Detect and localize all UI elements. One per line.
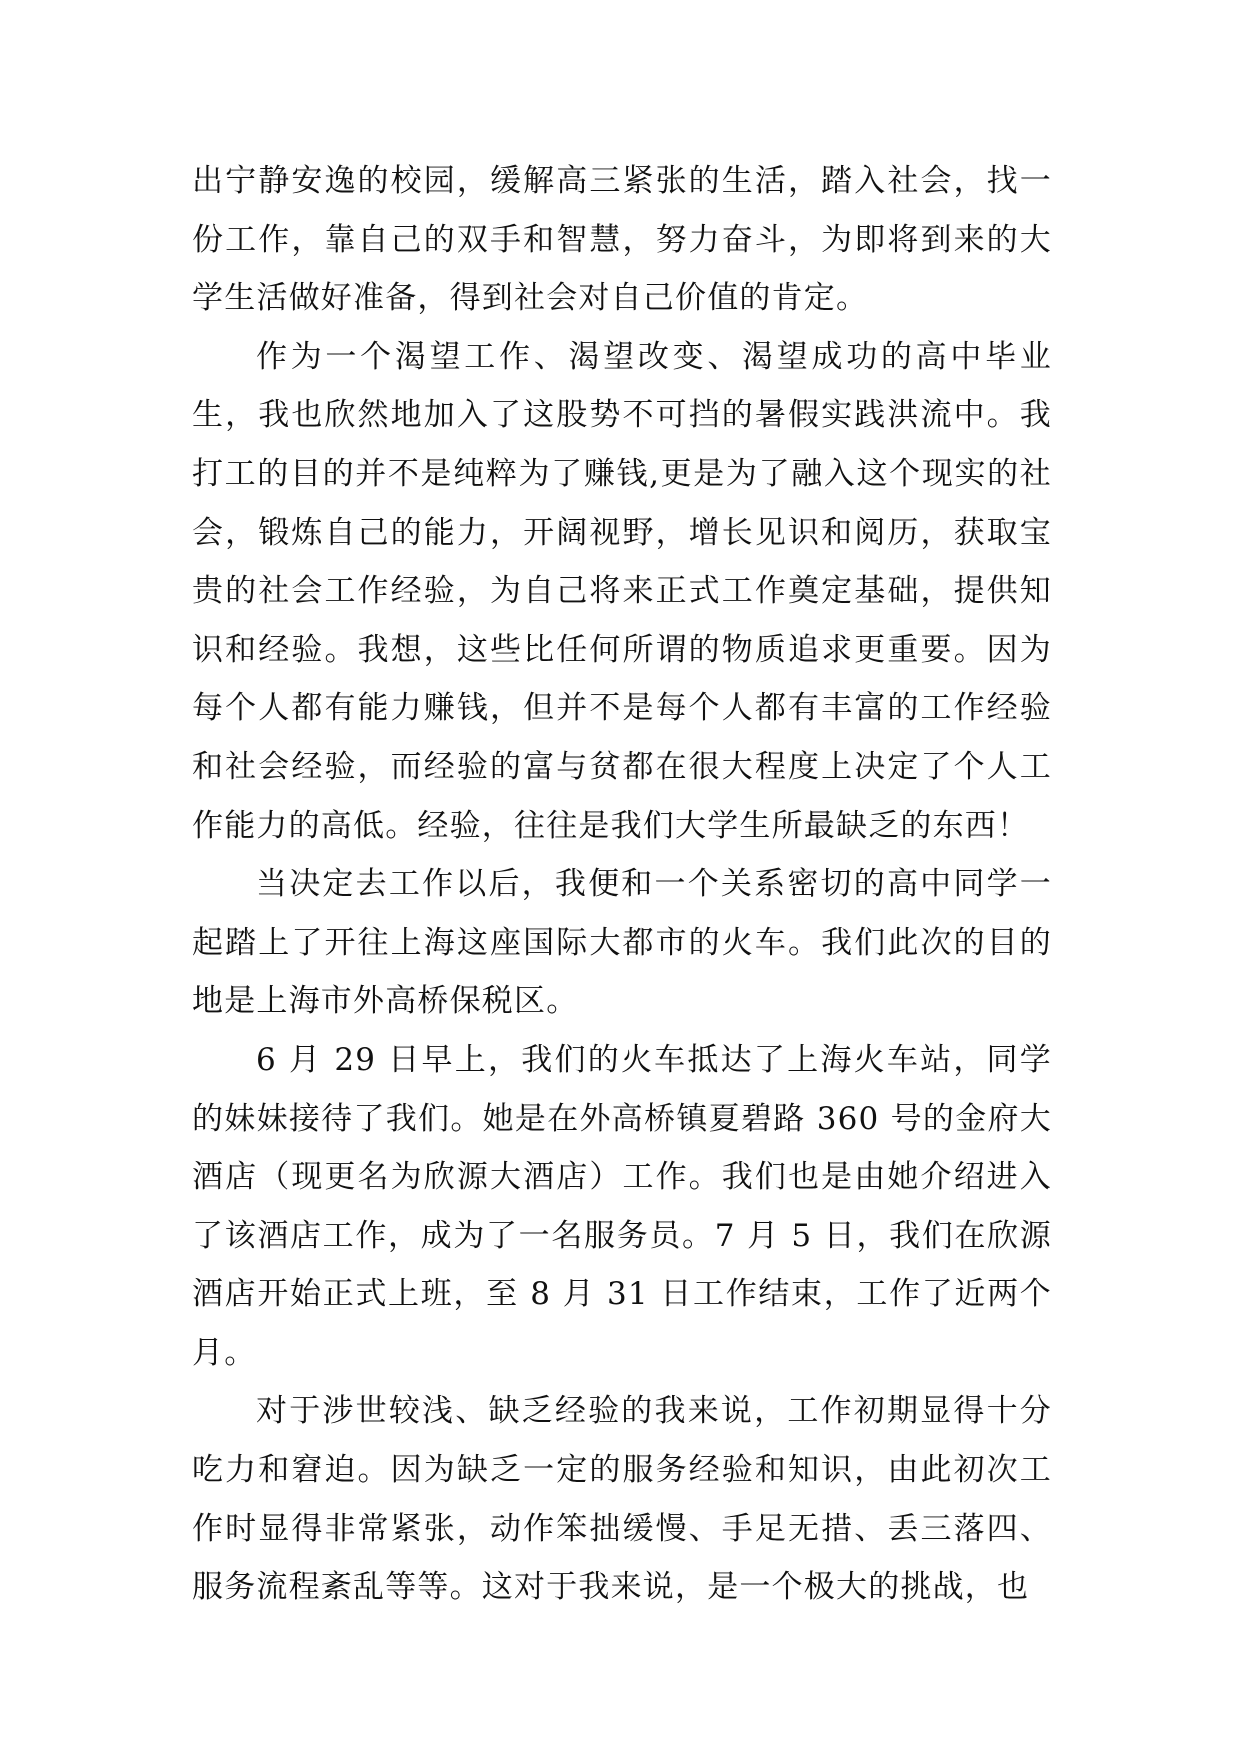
paragraph: 当决定去工作以后，我便和一个关系密切的高中同学一起踏上了开往上海这座国际大都市的火车。我们此次的目的地是上海市外高桥保税区。	[192, 866, 1052, 1020]
paragraph: 作为一个渴望工作、渴望改变、渴望成功的高中毕业生，我也欣然地加入了这股势不可挡的暑假实践洪流中。我打工的目的并不是纯粹为了赚钱,更是为了融入这个现实的社会，锻炼自己的能力，开阔视野，增长见识和阅历，获取宝贵的社会工作经验，为自己将来正式工作奠定基础，提供知识和经验。我想，这些比任何所谓的物质追求更重要。因为每个人都有能力赚钱，但并不是每个人都有丰富的工作经验和社会经验，而经验的富与贫都在很大程度上决定了个人工作能力的高低。经验，往往是我们大学生所最缺乏的东西！	[192, 338, 1052, 844]
paragraph: 对于涉世较浅、缺乏经验的我来说，工作初期显得十分吃力和窘迫。因为缺乏一定的服务经验和知识，由此初次工作时显得非常紧张，动作笨拙缓慢、手足无措、丢三落四、服务流程紊乱等等。这对于我来说，是一个极大的挑战，也	[192, 1393, 1052, 1606]
body-text	[192, 152, 1052, 1617]
paragraph: 6 月 29 日早上，我们的火车抵达了上海火车站，同学的妹妹接待了我们。她是在外高桥镇夏碧路 360 号的金府大酒店（现更名为欣源大酒店）工作。我们也是由她介绍进入了该酒店工作，成为了一名服务员。7 月 5 日，我们在欣源酒店开始正式上班，至 8 月 31 日工作结束，工作了近两个月。	[192, 1041, 1052, 1371]
paragraph: 出宁静安逸的校园，缓解高三紧张的生活，踏入社会，找一份工作，靠自己的双手和智慧，努力奋斗，为即将到来的大学生活做好准备，得到社会对自己价值的肯定。	[192, 163, 1052, 317]
